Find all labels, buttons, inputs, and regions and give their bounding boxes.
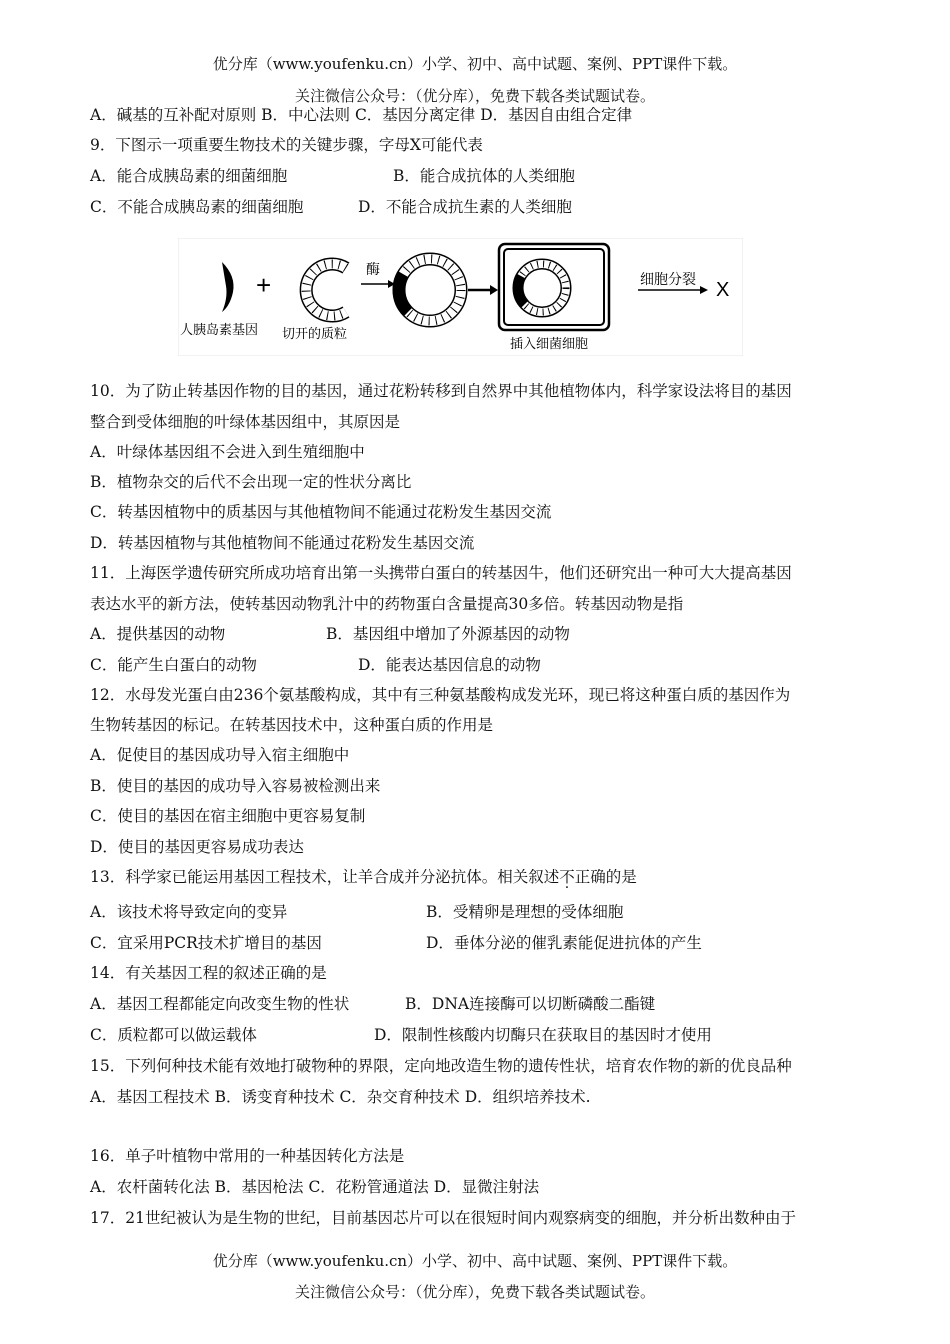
insert-label: 插入细菌细胞 (510, 336, 589, 351)
q12-option-c: C．使目的基因在宿主细胞中更容易复制 (90, 807, 366, 825)
q12-stem-line1: 12．水母发光蛋白由236个氨基酸构成，其中有三种氨基酸构成发光环，现已将这种蛋白质的基因作为 (90, 686, 791, 704)
q10-option-b: B．植物杂交的后代不会出现一定的性状分离比 (90, 473, 412, 491)
q9-option-c: C．不能合成胰岛素的细菌细胞 (90, 198, 304, 216)
footer-line-2: 关注微信公众号：（优分库），免费下载各类试题试卷。 (294, 1283, 655, 1301)
q12-option-d: D．使目的基因更容易成功表达 (90, 838, 304, 856)
q16-stem: 16．单子叶植物中常用的一种基因转化方法是 (90, 1147, 405, 1165)
q15-stem: 15．下列何种技术能有效地打破物种的界限，定向地改造生物的遗传性状，培育农作物的新的优良品种 (90, 1057, 792, 1075)
q11-option-a: A．提供基因的动物 (90, 625, 226, 643)
q10-stem-line2: 整合到受体细胞的叶绿体基因组中，其原因是 (90, 413, 401, 431)
q14-stem: 14．有关基因工程的叙述正确的是 (90, 964, 327, 982)
q9-option-a: A．能合成胰岛素的细菌细胞 (90, 167, 288, 185)
q14-option-a: A．基因工程都能定向改变生物的性状 (90, 995, 350, 1013)
header-line-2: 关注微信公众号：（优分库），免费下载各类试题试卷。 (294, 87, 655, 105)
q13-option-c: C．宜采用PCR技术扩增目的基因 (90, 934, 322, 952)
header-line-1: 优分库（www.youfenku.cn）小学、初中、高中试题、案例、PPT课件下载。 (212, 55, 738, 73)
q10-option-c: C．转基因植物中的质基因与其他植物间不能通过花粉发生基因交流 (90, 503, 552, 521)
plasmid-figure (178, 238, 743, 356)
footer-line-1: 优分库（www.youfenku.cn）小学、初中、高中试题、案例、PPT课件下载。 (212, 1252, 738, 1270)
q9-option-b: B．能合成抗体的人类细胞 (393, 167, 575, 185)
q11-option-c: C．能产生白蛋白的动物 (90, 656, 257, 674)
q11-stem-line1: 11．上海医学遗传研究所成功培育出第一头携带白蛋白的转基因牛，他们还研究出一种可大大提高基因 (90, 564, 792, 582)
q12-stem-line2: 生物转基因的标记。在转基因技术中，这种蛋白质的作用是 (90, 716, 494, 734)
q10-option-d: D．转基因植物与其他植物间不能通过花粉发生基因交流 (90, 534, 475, 552)
cell-division-label: 细胞分裂 (640, 271, 696, 287)
q11-stem-line2: 表达水平的新方法，使转基因动物乳汁中的药物蛋白含量提高30多倍。转基因动物是指 (90, 595, 684, 613)
q9-stem: 9．下图示一项重要生物技术的关键步骤，字母X可能代表 (90, 136, 483, 154)
q13-option-d: D．垂体分泌的催乳素能促进抗体的产生 (426, 934, 702, 952)
q17-stem-line1: 17．21世纪被认为是生物的世纪，目前基因芯片可以在很短时间内观察病变的细胞，并分析出数种由于 (90, 1209, 796, 1227)
q13-option-b: B．受精卵是理想的受体细胞 (426, 903, 624, 921)
x-label: X (716, 279, 730, 301)
q10-option-a: A．叶绿体基因组不会进入到生殖细胞中 (90, 443, 365, 461)
q9-option-d: D．不能合成抗生素的人类细胞 (358, 198, 572, 216)
plasmid-label: 切开的质粒 (282, 326, 348, 341)
q10-stem-line1: 10．为了防止转基因作物的目的基因，通过花粉转移到自然界中其他植物体内，科学家设法将目的基因 (90, 382, 792, 400)
plus-sign: + (256, 270, 272, 300)
enzyme-label: 酶 (366, 261, 380, 277)
q15-options: A．基因工程技术 B．诱变育种技术 C．杂交育种技术 D．组织培养技术. (90, 1088, 591, 1106)
gene-label: 人胰岛素基因 (180, 322, 259, 337)
q16-options: A．农杆菌转化法 B．基因枪法 C．花粉管通道法 D．显微注射法 (90, 1178, 540, 1196)
q13-stem: 13．科学家已能运用基因工程技术，让羊合成并分泌抗体。相关叙述不正确的是 (90, 868, 637, 886)
q11-option-b: B．基因组中增加了外源基因的动物 (326, 625, 570, 643)
q13-option-a: A．该技术将导致定向的变异 (90, 903, 288, 921)
emphasis-not: 不 (559, 868, 575, 886)
q12-option-b: B．使目的基因的成功导入容易被检测出来 (90, 777, 381, 795)
q14-option-b: B．DNA连接酶可以切断磷酸二酯键 (405, 995, 656, 1013)
q12-option-a: A．促使目的基因成功导入宿主细胞中 (90, 746, 350, 764)
q14-option-d: D．限制性核酸内切酶只在获取目的基因时才使用 (374, 1026, 712, 1044)
q8-options: A．碱基的互补配对原则 B．中心法则 C．基因分离定律 D．基因自由组合定律 (90, 106, 633, 124)
q11-option-d: D．能表达基因信息的动物 (358, 656, 541, 674)
q14-option-c: C．质粒都可以做运载体 (90, 1026, 257, 1044)
